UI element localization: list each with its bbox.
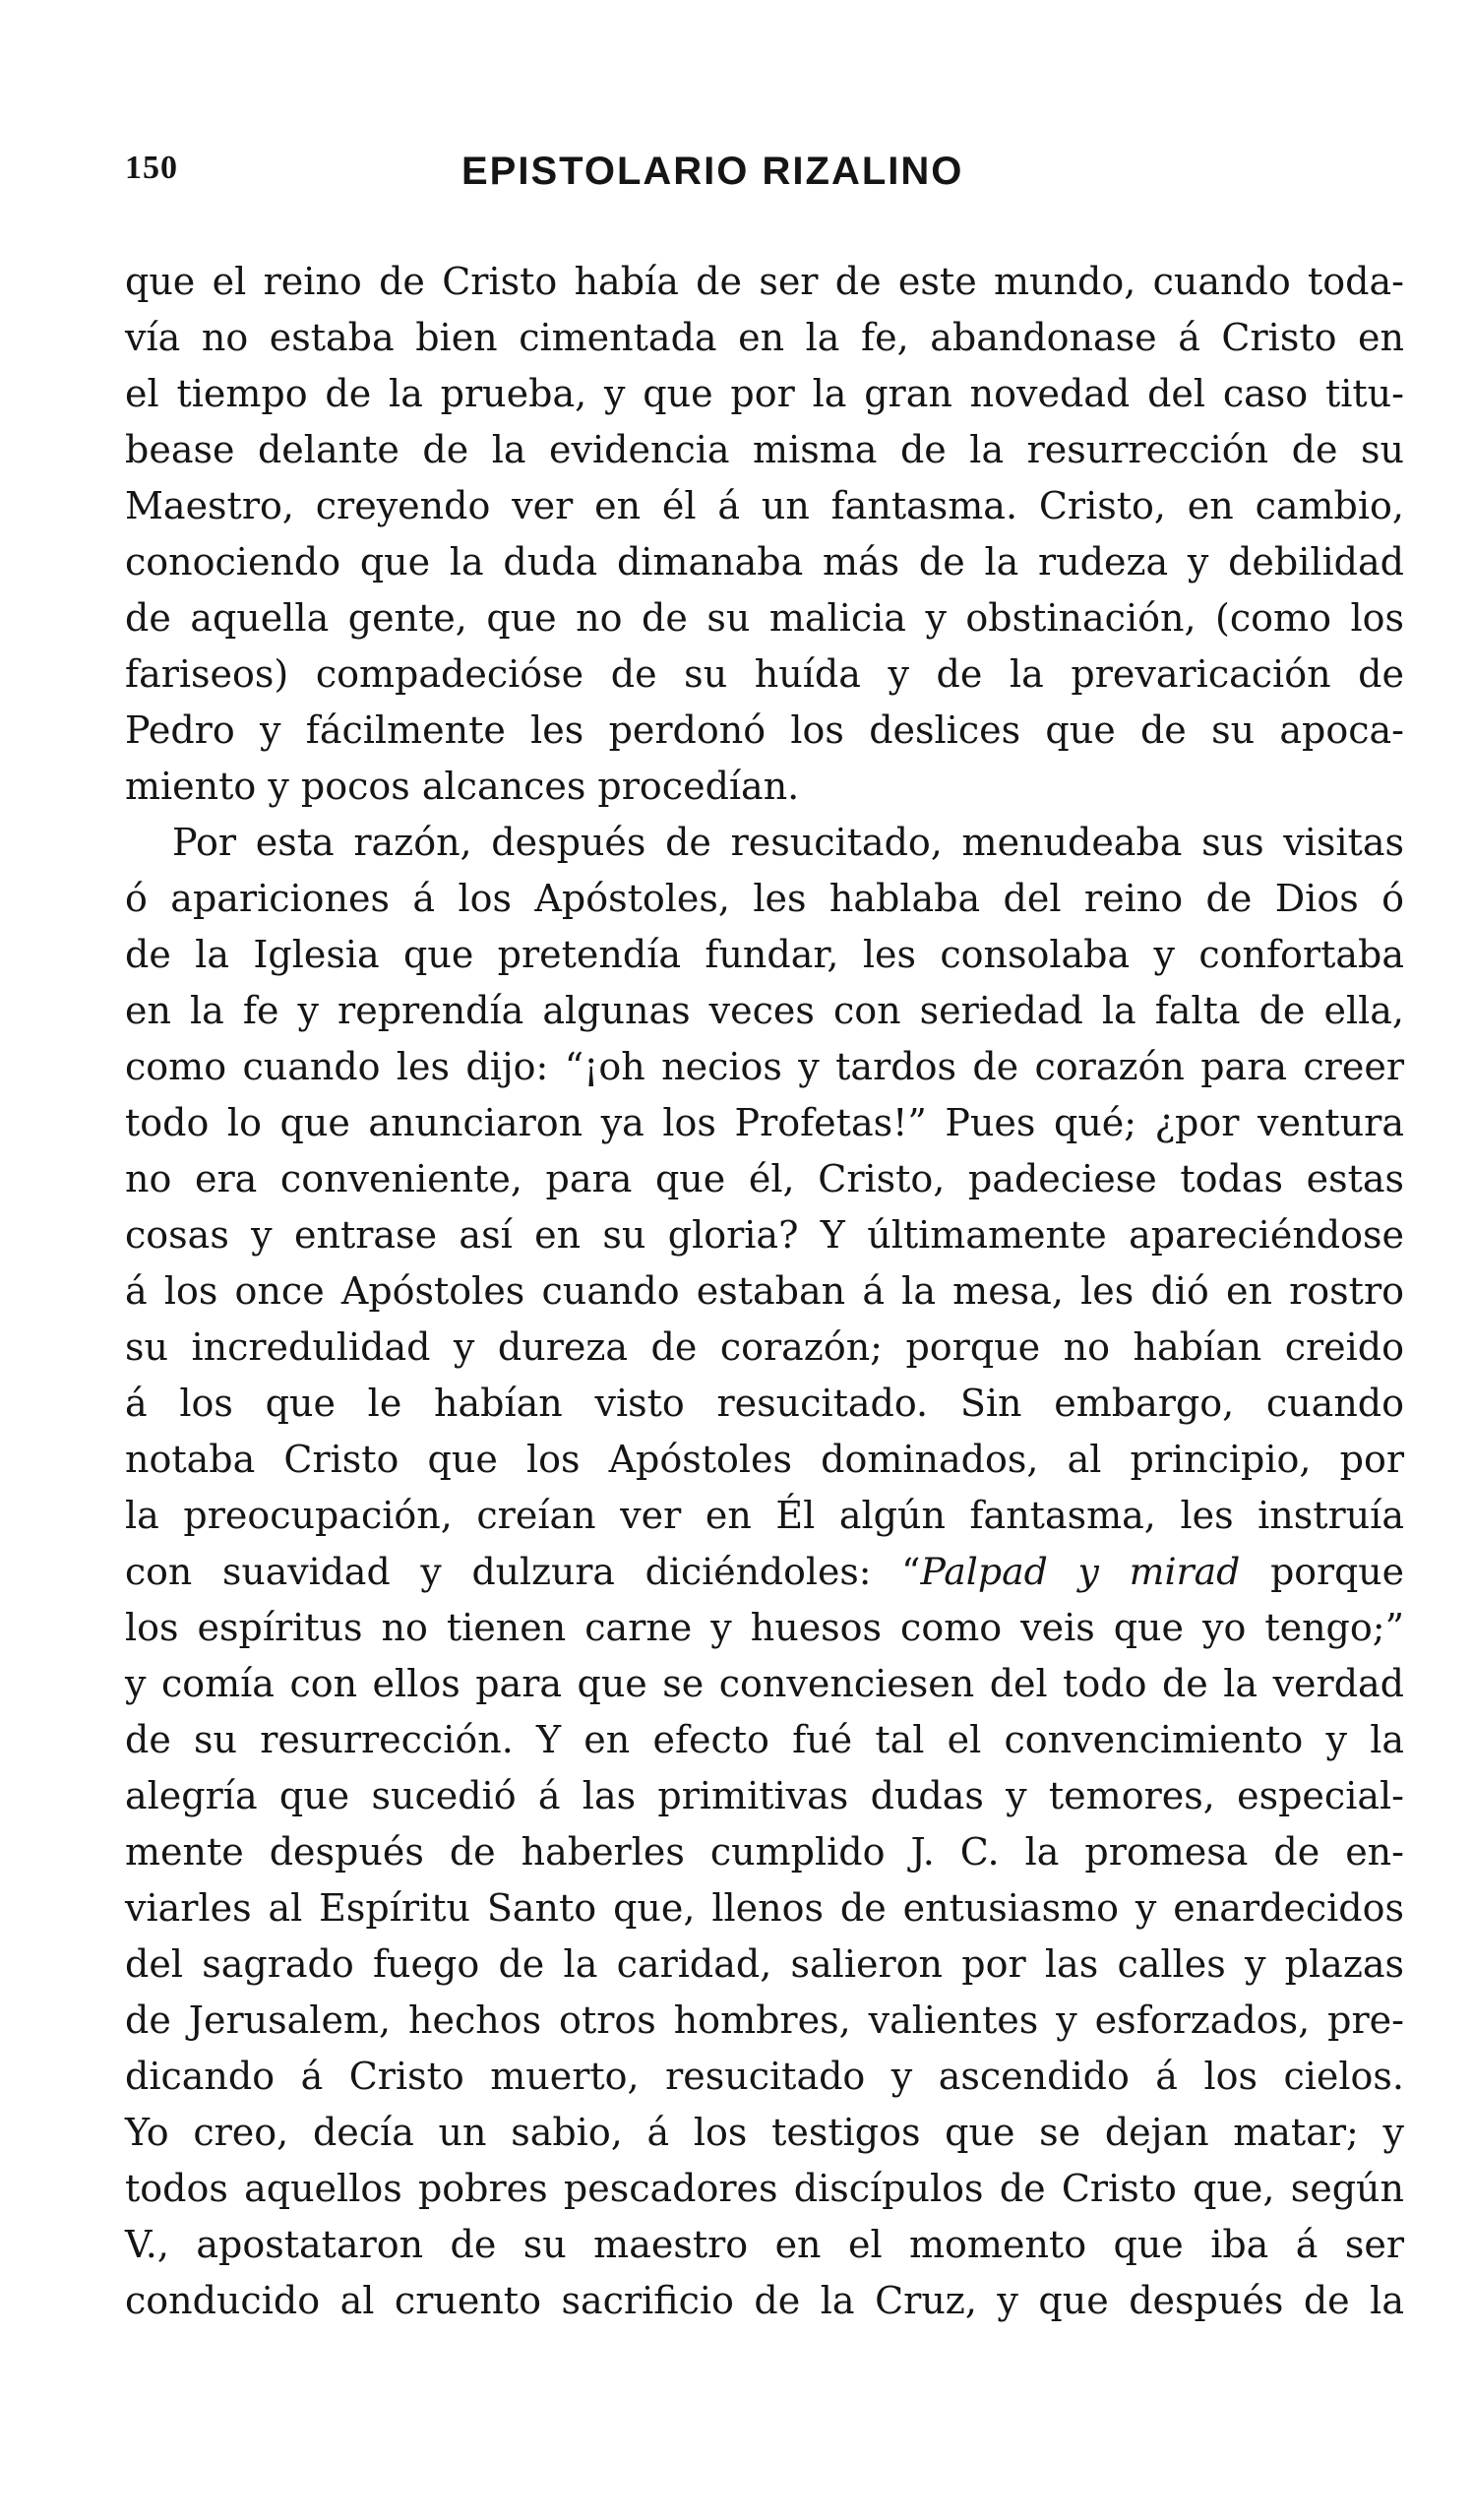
text-line: ó apariciones á los Apóstoles, les hablaba del reino de Dios ó	[125, 877, 1404, 920]
page-number: 150	[125, 150, 178, 186]
text-line: de Jerusalem, hechos otros hombres, valientes y esforzados, pre-	[125, 1998, 1404, 2042]
text-line: los espíritus no tienen carne y huesos como veis que yo tengo;”	[125, 1606, 1404, 1649]
text-line: como cuando les dijo: “¡oh necios y tardos de corazón para creer	[125, 1045, 1404, 1088]
text-line: del sagrado fuego de la caridad, salieron por las calles y plazas	[125, 1942, 1404, 1986]
text-line: mente después de haberles cumplido J. C. la promesa de en-	[125, 1830, 1404, 1874]
text-line: cosas y entrase así en su gloria? Y últimamente apareciéndose	[125, 1213, 1404, 1257]
text-line: Pedro y fácilmente les perdonó los deslices que de su apoca-	[125, 708, 1404, 752]
text-line: que el reino de Cristo había de ser de este mundo, cuando toda-	[125, 260, 1404, 303]
text-segment: porque	[1240, 1550, 1404, 1593]
running-title: EPISTOLARIO RIZALINO	[461, 150, 964, 193]
text-segment: con suavidad y dulzura diciéndoles: “	[125, 1550, 921, 1593]
text-line: conducido al cruento sacrificio de la Cruz, y que después de la	[125, 2279, 1404, 2322]
text-line: en la fe y reprendía algunas veces con seriedad la falta de ella,	[125, 989, 1404, 1032]
text-line: miento y pocos alcances procedían.	[125, 765, 800, 808]
text-line: á los que le habían visto resucitado. Sin embargo, cuando	[125, 1382, 1404, 1425]
text-line: viarles al Espíritu Santo que, llenos de entusiasmo y enardecidos	[125, 1886, 1404, 1930]
text-line: Maestro, creyendo ver en él á un fantasma. Cristo, en cambio,	[125, 484, 1404, 527]
paragraph-2	[125, 815, 1404, 2329]
text-line: su incredulidad y dureza de corazón; porque no habían creido	[125, 1325, 1404, 1369]
text-line: de aquella gente, que no de su malicia y obstinación, (como los	[125, 596, 1404, 640]
text-line: vía no estaba bien cimentada en la fe, abandonase á Cristo en	[125, 316, 1404, 359]
text-line: bease delante de la evidencia misma de la resurrección de su	[125, 428, 1404, 471]
text-line-with-quote	[125, 1544, 1404, 1600]
page-header	[125, 150, 1404, 209]
text-line: conociendo que la duda dimanaba más de la rudeza y debilidad	[125, 540, 1404, 584]
text-line: el tiempo de la prueba, y que por la gran novedad del caso titu-	[125, 372, 1404, 415]
text-line: fariseos) compadecióse de su huída y de la prevaricación de	[125, 652, 1404, 696]
italic-quote: Palpad y mirad	[920, 1550, 1241, 1593]
text-line: á los once Apóstoles cuando estaban á la mesa, les dió en rostro	[125, 1269, 1404, 1313]
text-line: de la Iglesia que pretendía fundar, les consolaba y confortaba	[125, 933, 1404, 976]
text-line: no era conveniente, para que él, Cristo, padeciese todas estas	[125, 1157, 1404, 1200]
text-line: notaba Cristo que los Apóstoles dominados, al principio, por	[125, 1438, 1404, 1481]
text-line: Yo creo, decía un sabio, á los testigos que se dejan matar; y	[125, 2111, 1404, 2154]
text-line: V., apostataron de su maestro en el momento que iba á ser	[125, 2223, 1404, 2266]
text-line: todo lo que anunciaron ya los Profetas!” Pues qué; ¿por ventura	[125, 1101, 1404, 1144]
text-line: y comía con ellos para que se convenciesen del todo de la verdad	[125, 1662, 1404, 1705]
text-line: de su resurrección. Y en efecto fué tal el convencimiento y la	[125, 1718, 1404, 1761]
text-line: alegría que sucedió á las primitivas dudas y temores, especial-	[125, 1774, 1404, 1817]
text-line: dicando á Cristo muerto, resucitado y ascendido á los cielos.	[125, 2055, 1404, 2098]
body-text	[125, 254, 1404, 2329]
paragraph-1	[125, 254, 1404, 815]
text-line: la preocupación, creían ver en Él algún fantasma, les instruía	[125, 1494, 1404, 1537]
text-line: todos aquellos pobres pescadores discípulos de Cristo que, según	[125, 2167, 1404, 2210]
text-line: Por esta razón, después de resucitado, menudeaba sus visitas	[172, 821, 1404, 864]
